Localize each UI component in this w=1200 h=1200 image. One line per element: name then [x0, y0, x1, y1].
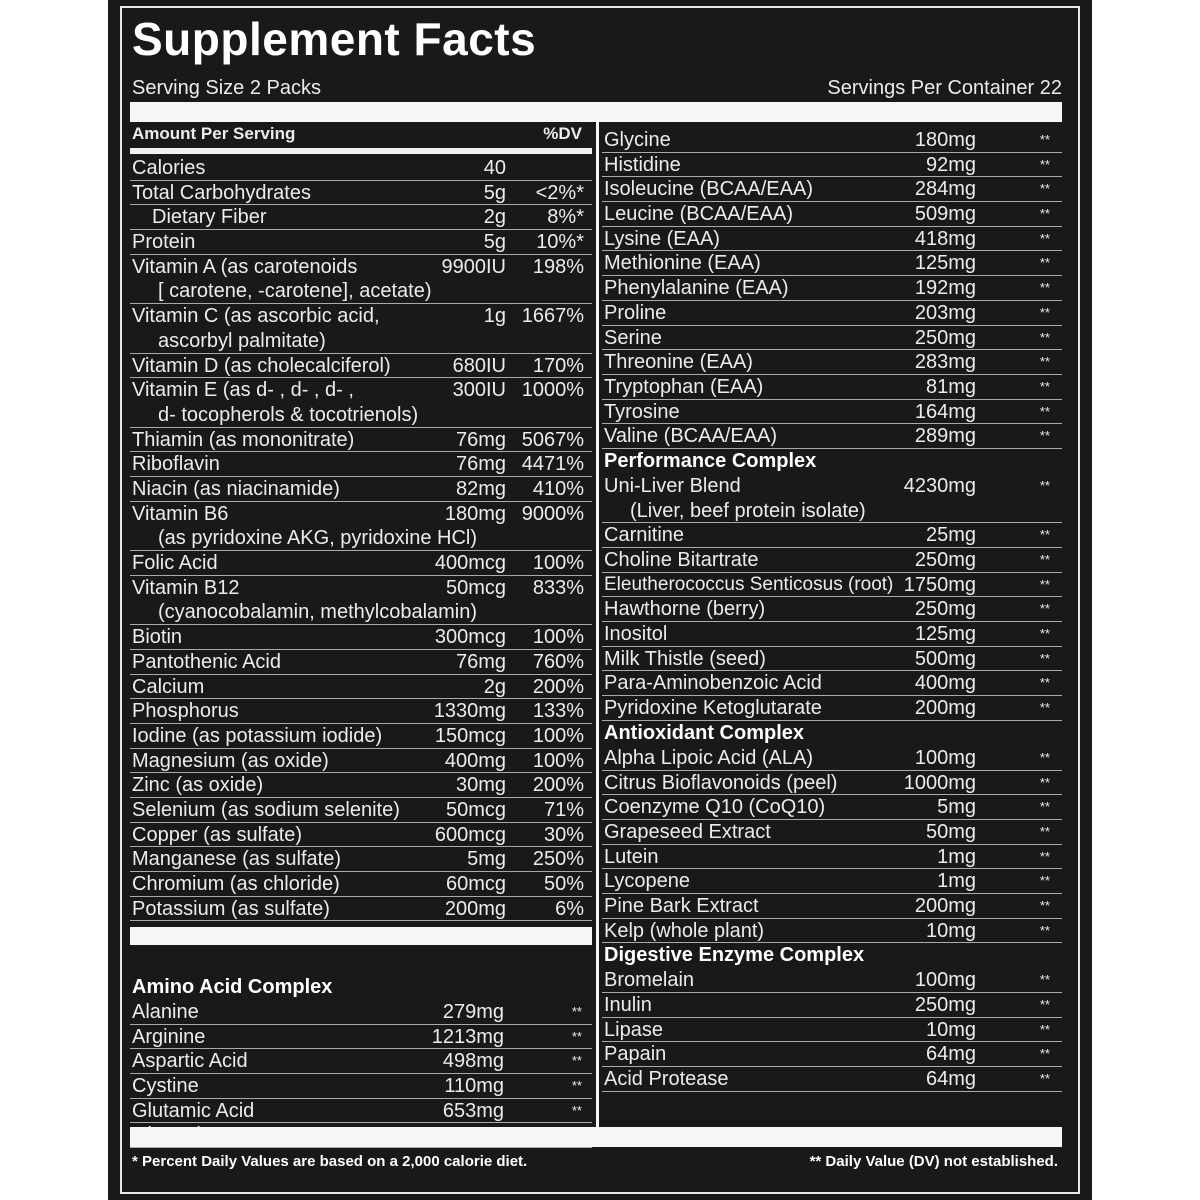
nutrient-daily-value: <2%*: [535, 181, 584, 204]
nutrient-daily-value: **: [1039, 354, 1050, 370]
nutrient-name: Calcium: [132, 675, 205, 698]
top-thick-rule: [130, 102, 1062, 122]
nutrient-daily-value: **: [1039, 601, 1050, 617]
nutrient-name: Isoleucine (BCAA/EAA): [604, 178, 813, 201]
nutrient-amount: 50mcg: [445, 576, 506, 599]
nutrient-daily-value: 100%: [532, 749, 584, 772]
nutrient-amount: 50mcg: [445, 798, 506, 821]
nutrient-amount: 2g: [483, 675, 506, 698]
nutrient-row: [130, 1025, 592, 1050]
nutrient-daily-value: **: [1039, 922, 1050, 938]
nutrient-amount: 284mg: [914, 178, 976, 201]
nutrient-row: [602, 523, 1062, 548]
nutrient-row: [130, 872, 592, 897]
nutrient-daily-value: **: [1039, 749, 1050, 765]
nutrient-name: Milk Thistle (seed): [604, 647, 766, 670]
nutrient-row: [602, 845, 1062, 870]
nutrient-amount: 1213mg: [431, 1025, 504, 1048]
nutrient-name: Phenylalanine (EAA): [604, 277, 789, 300]
nutrient-row: [130, 156, 592, 181]
nutrient-row: [602, 1018, 1062, 1043]
nutrient-amount: 200mg: [914, 894, 976, 917]
nutrient-row: [602, 869, 1062, 894]
nutrient-daily-value: **: [1039, 626, 1050, 642]
nutrient-row: [130, 502, 592, 551]
nutrient-row: [130, 205, 592, 230]
nutrient-daily-value: 71%: [543, 798, 584, 821]
nutrient-name: Eleutherococcus Senticosus (root): [604, 573, 894, 595]
nutrient-row: [602, 301, 1062, 326]
nutrient-daily-value: **: [1039, 428, 1050, 444]
nutrient-amount: 64mg: [925, 1068, 976, 1091]
supplement-facts-panel: [108, 0, 1092, 1200]
nutrient-row: [130, 897, 592, 922]
nutrient-daily-value: **: [1039, 700, 1050, 716]
panel-title: Supplement Facts: [132, 13, 537, 65]
nutrient-name: Niacin (as niacinamide): [132, 477, 340, 500]
nutrient-daily-value: 5067%: [521, 428, 584, 451]
nutrient-name: Lycopene: [604, 870, 690, 893]
nutrient-row: [602, 820, 1062, 845]
nutrient-name: Tyrosine: [604, 400, 680, 423]
nutrient-daily-value: **: [1039, 552, 1050, 568]
nutrient-amount: 180mg: [444, 502, 506, 525]
nutrient-name: Carnitine: [604, 524, 685, 547]
nutrient-name: Coenzyme Q10 (CoQ10): [604, 796, 826, 819]
nutrient-amount: 30mg: [455, 774, 506, 797]
nutrient-amount: 300mcg: [434, 626, 506, 649]
nutrient-name: Phosphorus: [132, 700, 239, 723]
nutrient-row: [602, 795, 1062, 820]
nutrient-row: [130, 576, 592, 625]
nutrient-name: Lysine (EAA): [604, 227, 720, 250]
nutrient-row: [602, 424, 1062, 449]
nutrient-daily-value: **: [571, 1028, 582, 1044]
footnote-dv-not-established: ** Daily Value (DV) not established.: [809, 1153, 1058, 1170]
vitamins-minerals-list: [130, 156, 592, 921]
nutrient-row: [130, 378, 592, 427]
nutrient-amount: 76mg: [455, 650, 506, 673]
nutrient-amount: 25mg: [925, 524, 976, 547]
nutrient-daily-value: **: [1039, 329, 1050, 345]
nutrient-amount: 250mg: [914, 326, 976, 349]
nutrient-amount: 653mg: [442, 1099, 504, 1122]
nutrient-daily-value: **: [1039, 774, 1050, 790]
nutrient-amount: 110mg: [444, 1075, 504, 1098]
nutrient-name: Alanine: [132, 1001, 199, 1023]
nutrient-amount: 500mg: [914, 647, 976, 670]
nutrient-name: Grapeseed Extract: [604, 820, 771, 843]
nutrient-daily-value: **: [571, 1078, 582, 1094]
nutrient-daily-value: **: [571, 1102, 582, 1118]
nutrient-amount: 180mg: [914, 129, 976, 151]
nutrient-row: [602, 375, 1062, 400]
nutrient-daily-value: 50%: [543, 873, 584, 896]
nutrient-name: Glutamic Acid: [132, 1099, 255, 1122]
nutrient-name: Vitamin B6: [132, 502, 229, 525]
nutrient-daily-value: **: [1039, 823, 1050, 839]
nutrient-amount: 1750mg: [903, 573, 976, 596]
amount-per-serving-label: Amount Per Serving: [132, 124, 296, 143]
nutrient-amount: 10mg: [925, 1018, 976, 1041]
nutrient-daily-value: **: [1039, 675, 1050, 691]
nutrient-amount: 9900IU: [441, 255, 506, 278]
nutrient-name: Serine: [604, 326, 662, 349]
nutrient-name: Iodine (as potassium iodide): [132, 724, 383, 747]
nutrient-row: [602, 597, 1062, 622]
nutrient-subtext: (as pyridoxine AKG, pyridoxine HCl): [158, 527, 478, 550]
nutrient-row: [130, 1099, 592, 1124]
section-separator-rule: [130, 927, 592, 945]
section-heading: Antioxidant Complex: [604, 721, 805, 744]
nutrient-amount: 100mg: [914, 746, 976, 769]
nutrient-name: Pantothenic Acid: [132, 650, 281, 673]
nutrient-row: [602, 993, 1062, 1018]
nutrient-daily-value: **: [1039, 1046, 1050, 1062]
nutrient-row: [130, 1074, 592, 1099]
nutrient-amount: 5mg: [467, 848, 506, 871]
nutrient-name: Uni-Liver Blend: [604, 474, 741, 497]
nutrient-row: [130, 724, 592, 749]
nutrient-amount: 4230mg: [903, 474, 976, 497]
nutrient-name: Inositol: [604, 623, 668, 646]
nutrient-amount: 1mg: [937, 845, 976, 868]
nutrient-daily-value: **: [1039, 527, 1050, 543]
nutrient-amount: 150mcg: [434, 724, 506, 747]
nutrient-row: [130, 181, 592, 206]
nutrient-daily-value: 1667%: [521, 305, 584, 328]
nutrient-name: Choline Bitartrate: [604, 549, 759, 572]
nutrient-row: [602, 326, 1062, 351]
nutrient-name: Manganese (as sulfate): [132, 848, 342, 871]
nutrient-row: [130, 847, 592, 872]
nutrient-row: [602, 474, 1062, 523]
nutrient-name: Vitamin E (as d- , d- , d- ,: [132, 379, 354, 402]
nutrient-name: Lutein: [604, 845, 659, 868]
nutrient-daily-value: **: [571, 1004, 582, 1019]
nutrient-name: Threonine (EAA): [604, 351, 753, 374]
nutrient-name: Para-Aminobenzoic Acid: [604, 672, 822, 695]
nutrient-daily-value: **: [1039, 403, 1050, 419]
nutrient-daily-value: 833%: [532, 576, 584, 599]
nutrient-name: Cystine: [132, 1075, 199, 1098]
nutrient-row: [602, 548, 1062, 573]
nutrient-name: Folic Acid: [132, 552, 218, 575]
nutrient-amount: 40: [483, 157, 506, 179]
nutrient-amount: 250mg: [914, 994, 976, 1017]
nutrient-daily-value: **: [1039, 897, 1050, 913]
section-heading: Digestive Enzyme Complex: [604, 944, 865, 967]
nutrient-name: Selenium (as sodium selenite): [132, 798, 400, 821]
nutrient-daily-value: 1000%: [521, 379, 584, 402]
nutrient-row: [602, 771, 1062, 796]
nutrient-amount: 680IU: [452, 354, 506, 377]
nutrient-name: Pyridoxine Ketoglutarate: [604, 697, 822, 720]
nutrient-subtext: d- tocopherols & tocotrienols): [158, 403, 419, 426]
nutrient-row: [130, 650, 592, 675]
nutrient-subtext: ascorbyl palmitate): [158, 329, 326, 352]
nutrient-name: Vitamin D (as cholecalciferol): [132, 354, 391, 377]
nutrient-amount: 509mg: [914, 203, 976, 226]
nutrient-daily-value: **: [1039, 799, 1050, 815]
nutrient-daily-value: 200%: [532, 774, 584, 797]
nutrient-row: [602, 1067, 1062, 1092]
nutrient-row: [602, 227, 1062, 252]
nutrient-subtext: (cyanocobalamin, methylcobalamin): [158, 601, 478, 624]
nutrient-amount: 400mg: [914, 672, 976, 695]
nutrient-row: [130, 551, 592, 576]
nutrient-name: Vitamin B12: [132, 576, 240, 599]
nutrient-row: [130, 477, 592, 502]
nutrient-name: Protein: [132, 231, 196, 254]
nutrient-daily-value: **: [1039, 230, 1050, 246]
nutrient-amount: 498mg: [442, 1050, 504, 1073]
nutrient-amount: 418mg: [914, 227, 976, 250]
nutrient-daily-value: **: [1039, 378, 1050, 394]
nutrient-daily-value: 6%: [555, 897, 584, 920]
nutrient-name: Hawthorne (berry): [604, 598, 766, 621]
nutrient-subtext: (Liver, beef protein isolate): [630, 499, 866, 522]
nutrient-daily-value: 760%: [532, 650, 584, 673]
nutrient-amount: 125mg: [914, 623, 976, 646]
nutrient-row: [602, 202, 1062, 227]
nutrient-daily-value: 100%: [532, 552, 584, 575]
nutrient-name: Riboflavin: [132, 453, 220, 476]
nutrient-daily-value: **: [1039, 997, 1050, 1013]
nutrient-row: [130, 354, 592, 379]
nutrient-daily-value: **: [1039, 650, 1050, 666]
nutrient-amount: 203mg: [914, 301, 976, 324]
nutrient-amount: 250mg: [914, 598, 976, 621]
nutrient-amount: 1g: [483, 305, 506, 328]
nutrient-daily-value: **: [1039, 477, 1050, 493]
nutrient-row: [602, 177, 1062, 202]
nutrient-daily-value: 198%: [532, 255, 584, 278]
nutrient-name: Inulin: [604, 994, 652, 1017]
nutrient-amount: 400mg: [444, 749, 506, 772]
nutrient-row: [130, 452, 592, 477]
serving-size: Serving Size 2 Packs: [132, 77, 321, 99]
nutrient-row: [130, 1049, 592, 1074]
nutrient-name: Copper (as sulfate): [132, 823, 303, 846]
nutrient-amount: 1mg: [937, 870, 976, 893]
nutrient-daily-value: 10%*: [536, 231, 584, 254]
nutrient-daily-value: 133%: [532, 700, 584, 723]
nutrient-daily-value: **: [1039, 848, 1050, 864]
nutrient-amount: 92mg: [925, 153, 976, 176]
nutrient-amount: 283mg: [914, 351, 976, 374]
nutrient-row: [130, 255, 592, 304]
nutrient-daily-value: 200%: [532, 675, 584, 698]
nutrient-row: [602, 622, 1062, 647]
nutrient-row: [130, 675, 592, 700]
nutrient-amount: 2g: [483, 206, 506, 229]
nutrient-daily-value: **: [1039, 972, 1050, 988]
nutrient-name: Chromium (as chloride): [132, 873, 340, 896]
nutrient-amount: 5g: [483, 181, 506, 204]
nutrient-row: [602, 251, 1062, 276]
nutrient-daily-value: 100%: [532, 626, 584, 649]
right-column-list: [602, 128, 1062, 1092]
nutrient-name: Methionine (EAA): [604, 252, 761, 275]
nutrient-row: [130, 798, 592, 823]
footnote-percent-dv: * Percent Daily Values are based on a 2,000 calorie diet.: [132, 1153, 528, 1170]
amino-acid-complex-list: [130, 975, 592, 1148]
nutrient-row: [602, 400, 1062, 425]
nutrient-daily-value: 170%: [532, 354, 584, 377]
nutrient-amount: 60mcg: [445, 873, 506, 896]
nutrient-row: [602, 573, 1062, 598]
nutrient-amount: 100mg: [914, 969, 976, 992]
nutrient-amount: 164mg: [914, 400, 976, 423]
nutrient-daily-value: **: [1039, 576, 1050, 592]
nutrient-row: [602, 1042, 1062, 1067]
nutrient-daily-value: 9000%: [521, 502, 584, 525]
nutrient-row: [602, 671, 1062, 696]
nutrient-amount: 50mg: [925, 820, 976, 843]
nutrient-amount: 200mg: [444, 897, 506, 920]
nutrient-name: Aspartic Acid: [132, 1050, 248, 1073]
nutrient-daily-value: **: [1039, 206, 1050, 222]
nutrient-amount: 200mg: [914, 697, 976, 720]
nutrient-name: Histidine: [604, 153, 681, 176]
section-heading: Performance Complex: [604, 449, 817, 472]
nutrient-row: [602, 276, 1062, 301]
nutrient-name: Citrus Bioflavonoids (peel): [604, 771, 838, 794]
nutrient-name: Valine (BCAA/EAA): [604, 425, 778, 448]
nutrient-amount: 1330mg: [433, 700, 506, 723]
nutrient-amount: 82mg: [455, 477, 506, 500]
nutrient-row: [130, 230, 592, 255]
nutrient-daily-value: **: [1039, 1021, 1050, 1037]
nutrient-amount: 64mg: [925, 1043, 976, 1066]
nutrient-amount: 76mg: [455, 428, 506, 451]
nutrient-name: Papain: [604, 1043, 667, 1066]
nutrient-daily-value: **: [1039, 280, 1050, 296]
nutrient-amount: 600mcg: [434, 823, 506, 846]
nutrient-daily-value: **: [1039, 255, 1050, 271]
nutrient-row: [602, 128, 1062, 153]
nutrient-row: [602, 894, 1062, 919]
nutrient-name: Bromelain: [604, 969, 695, 992]
nutrient-row: [130, 749, 592, 774]
nutrient-name: Acid Protease: [604, 1068, 729, 1091]
nutrient-daily-value: 30%: [543, 823, 584, 846]
nutrient-name: Vitamin C (as ascorbic acid,: [132, 305, 380, 328]
nutrient-name: Dietary Fiber: [152, 206, 267, 229]
nutrient-subtext: [ carotene, -carotene], acetate): [158, 280, 432, 303]
nutrient-name: Tryptophan (EAA): [604, 375, 764, 398]
nutrient-name: Pine Bark Extract: [604, 894, 759, 917]
nutrient-amount: 192mg: [914, 277, 976, 300]
nutrient-daily-value: **: [1039, 181, 1050, 197]
nutrient-amount: 250mg: [914, 549, 976, 572]
nutrient-amount: 300IU: [452, 379, 506, 402]
nutrient-name: Potassium (as sulfate): [132, 897, 330, 920]
nutrient-daily-value: **: [1039, 1071, 1050, 1087]
nutrient-name: Total Carbohydrates: [132, 181, 311, 204]
nutrient-name: Biotin: [132, 626, 183, 649]
nutrient-row: [130, 304, 592, 353]
nutrient-name: Arginine: [132, 1025, 206, 1048]
nutrient-name: Lipase: [604, 1018, 663, 1041]
daily-value-header: %DV: [543, 124, 582, 143]
nutrient-daily-value: 8%*: [547, 206, 584, 229]
nutrient-amount: 289mg: [914, 425, 976, 448]
nutrient-name: Glycine: [604, 129, 671, 151]
nutrient-row: [130, 773, 592, 798]
nutrient-name: Calories: [132, 157, 206, 179]
nutrient-row: [130, 699, 592, 724]
nutrient-daily-value: **: [1039, 304, 1050, 320]
nutrient-amount: 1000mg: [903, 771, 976, 794]
nutrient-daily-value: 100%: [532, 724, 584, 747]
nutrient-name: Zinc (as oxide): [132, 774, 264, 797]
nutrient-name: Magnesium (as oxide): [132, 749, 329, 772]
nutrient-amount: 10mg: [925, 919, 976, 942]
nutrient-amount: 400mcg: [434, 552, 506, 575]
nutrient-daily-value: 410%: [532, 477, 584, 500]
nutrient-amount: 5g: [483, 231, 506, 254]
bottom-thick-rule: [130, 1127, 1062, 1147]
nutrient-row: [602, 696, 1062, 721]
nutrient-daily-value: **: [1039, 873, 1050, 889]
nutrient-amount: 279mg: [442, 1001, 504, 1023]
nutrient-row: [130, 823, 592, 848]
nutrient-name: Thiamin (as mononitrate): [132, 428, 355, 451]
nutrient-row: [602, 153, 1062, 178]
nutrient-amount: 81mg: [925, 375, 976, 398]
nutrient-name: Alpha Lipoic Acid (ALA): [604, 746, 814, 769]
nutrient-name: Vitamin A (as carotenoids: [132, 255, 358, 278]
nutrient-row: [602, 968, 1062, 993]
nutrient-name: Leucine (BCAA/EAA): [604, 203, 793, 226]
nutrient-daily-value: **: [1039, 132, 1050, 147]
nutrient-row: [602, 350, 1062, 375]
servings-per-container: Servings Per Container 22: [827, 77, 1062, 99]
nutrient-daily-value: **: [571, 1053, 582, 1069]
nutrient-daily-value: **: [1039, 156, 1050, 172]
nutrient-daily-value: 250%: [532, 848, 584, 871]
nutrient-name: Kelp (whole plant): [604, 919, 765, 942]
nutrient-row: [602, 647, 1062, 672]
nutrient-name: Proline: [604, 301, 667, 324]
column-divider: [596, 122, 599, 1127]
amount-header-rule: [130, 148, 592, 154]
nutrient-daily-value: 4471%: [521, 453, 584, 476]
nutrient-amount: 125mg: [914, 252, 976, 275]
nutrient-amount: 76mg: [455, 453, 506, 476]
nutrient-row: [602, 746, 1062, 771]
nutrient-amount: 5mg: [937, 796, 976, 819]
nutrient-row: [130, 428, 592, 453]
section-heading: Amino Acid Complex: [132, 976, 333, 998]
nutrient-row: [130, 1000, 592, 1025]
nutrient-row: [602, 919, 1062, 944]
nutrient-row: [130, 625, 592, 650]
